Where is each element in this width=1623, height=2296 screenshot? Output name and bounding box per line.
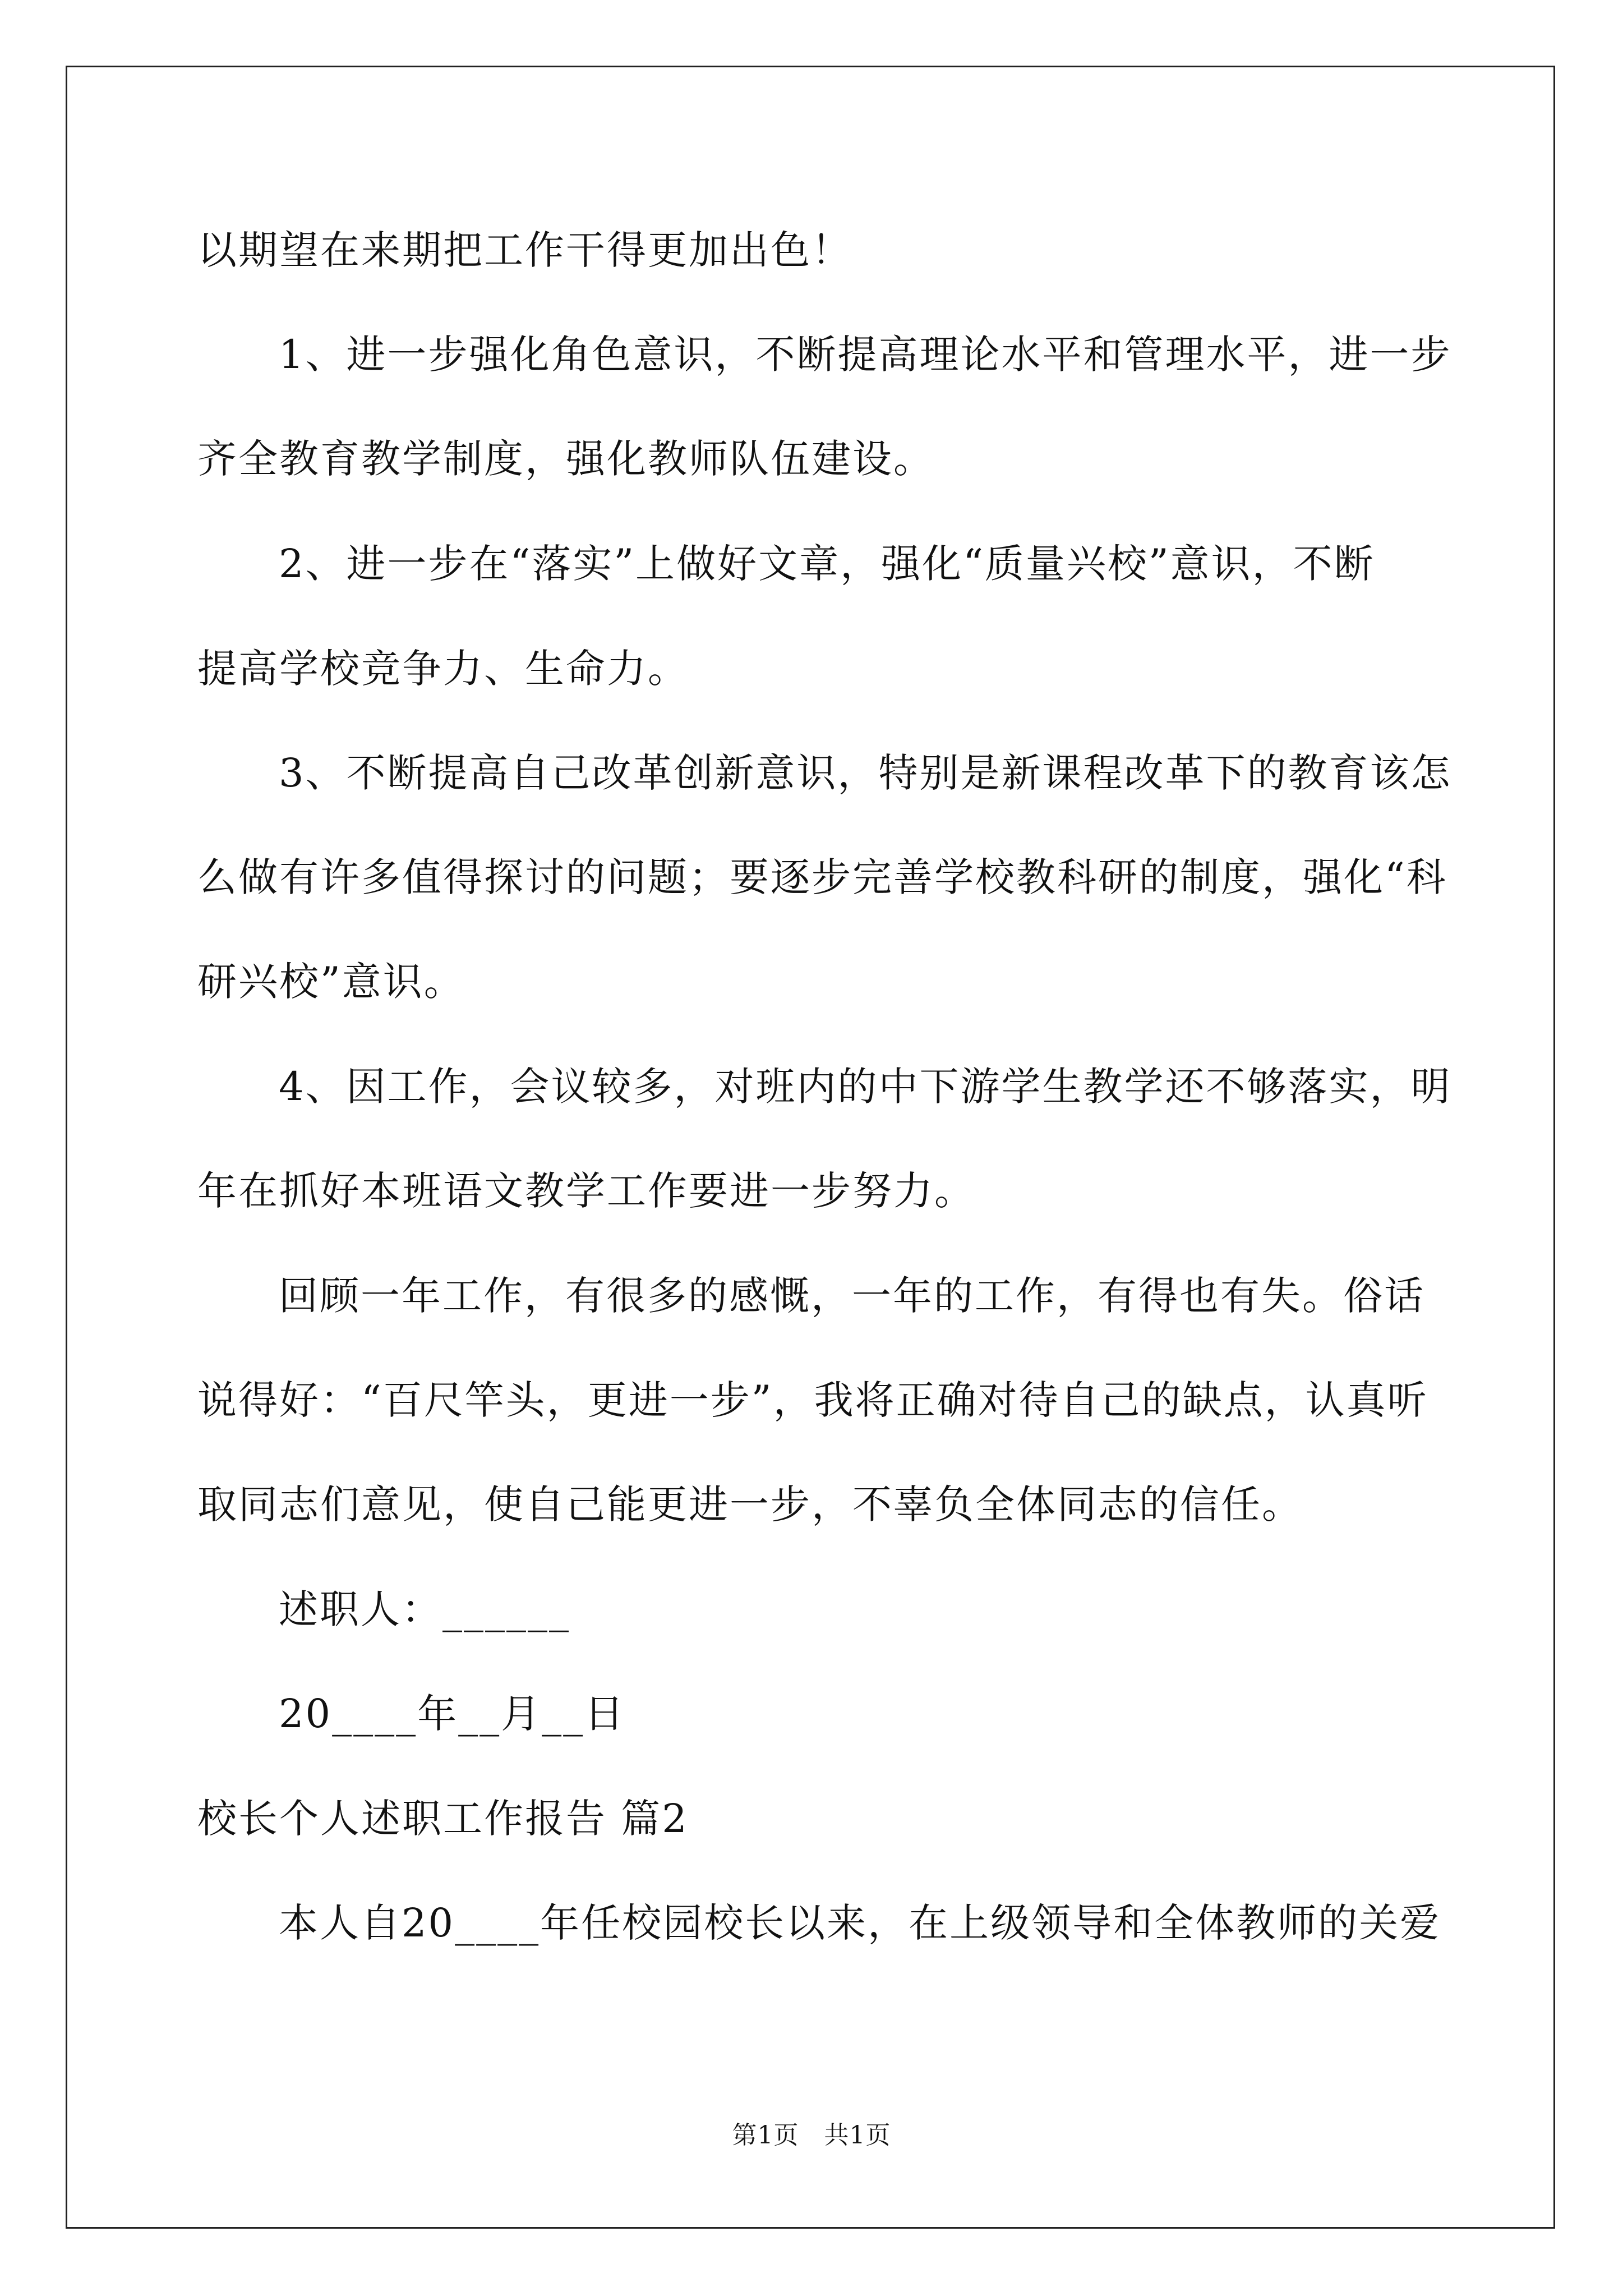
paragraph-line: 1、进一步强化角色意识，不断提高理论水平和管理水平，进一步 [279, 332, 1452, 378]
page-footer: 第1页 共1页 [732, 2121, 891, 2150]
paragraph-line: 齐全教育教学制度，强化教师队伍建设。 [197, 436, 934, 482]
paragraph-line: 2、进一步在“落实”上做好文章，强化“质量兴校”意识，不断 [279, 541, 1375, 587]
paragraph-line: 回顾一年工作，有很多的感慨，一年的工作，有得也有失。俗话 [279, 1273, 1425, 1319]
date-line: 20____年__月__日 [279, 1691, 626, 1737]
paragraph-line: 年在抓好本班语文教学工作要进一步努力。 [197, 1168, 975, 1214]
paragraph-line: 取同志们意见，使自己能更进一步，不辜负全体同志的信任。 [197, 1481, 1303, 1527]
paragraph-line: 提高学校竞争力、生命力。 [197, 646, 689, 692]
section-heading: 校长个人述职工作报告 篇2 [197, 1796, 689, 1842]
paragraph-line: 么做有许多值得探讨的问题；要逐步完善学校教科研的制度，强化“科 [197, 854, 1447, 900]
paragraph-line: 本人自20____年任校园校长以来，在上级领导和全体教师的关爱 [279, 1900, 1441, 1946]
paragraph-line: 以期望在来期把工作干得更加出色！ [197, 227, 852, 273]
paragraph-line: 3、不断提高自己改革创新意识，特别是新课程改革下的教育该怎 [279, 750, 1452, 796]
paragraph-line: 说得好：“百尺竿头，更进一步”，我将正确对待自己的缺点，认真听 [197, 1377, 1428, 1423]
paragraph-line: 研兴校”意识。 [197, 959, 465, 1005]
signature-line: 述职人：______ [279, 1586, 570, 1632]
paragraph-line: 4、因工作，会议较多，对班内的中下游学生教学还不够落实，明 [279, 1064, 1452, 1110]
